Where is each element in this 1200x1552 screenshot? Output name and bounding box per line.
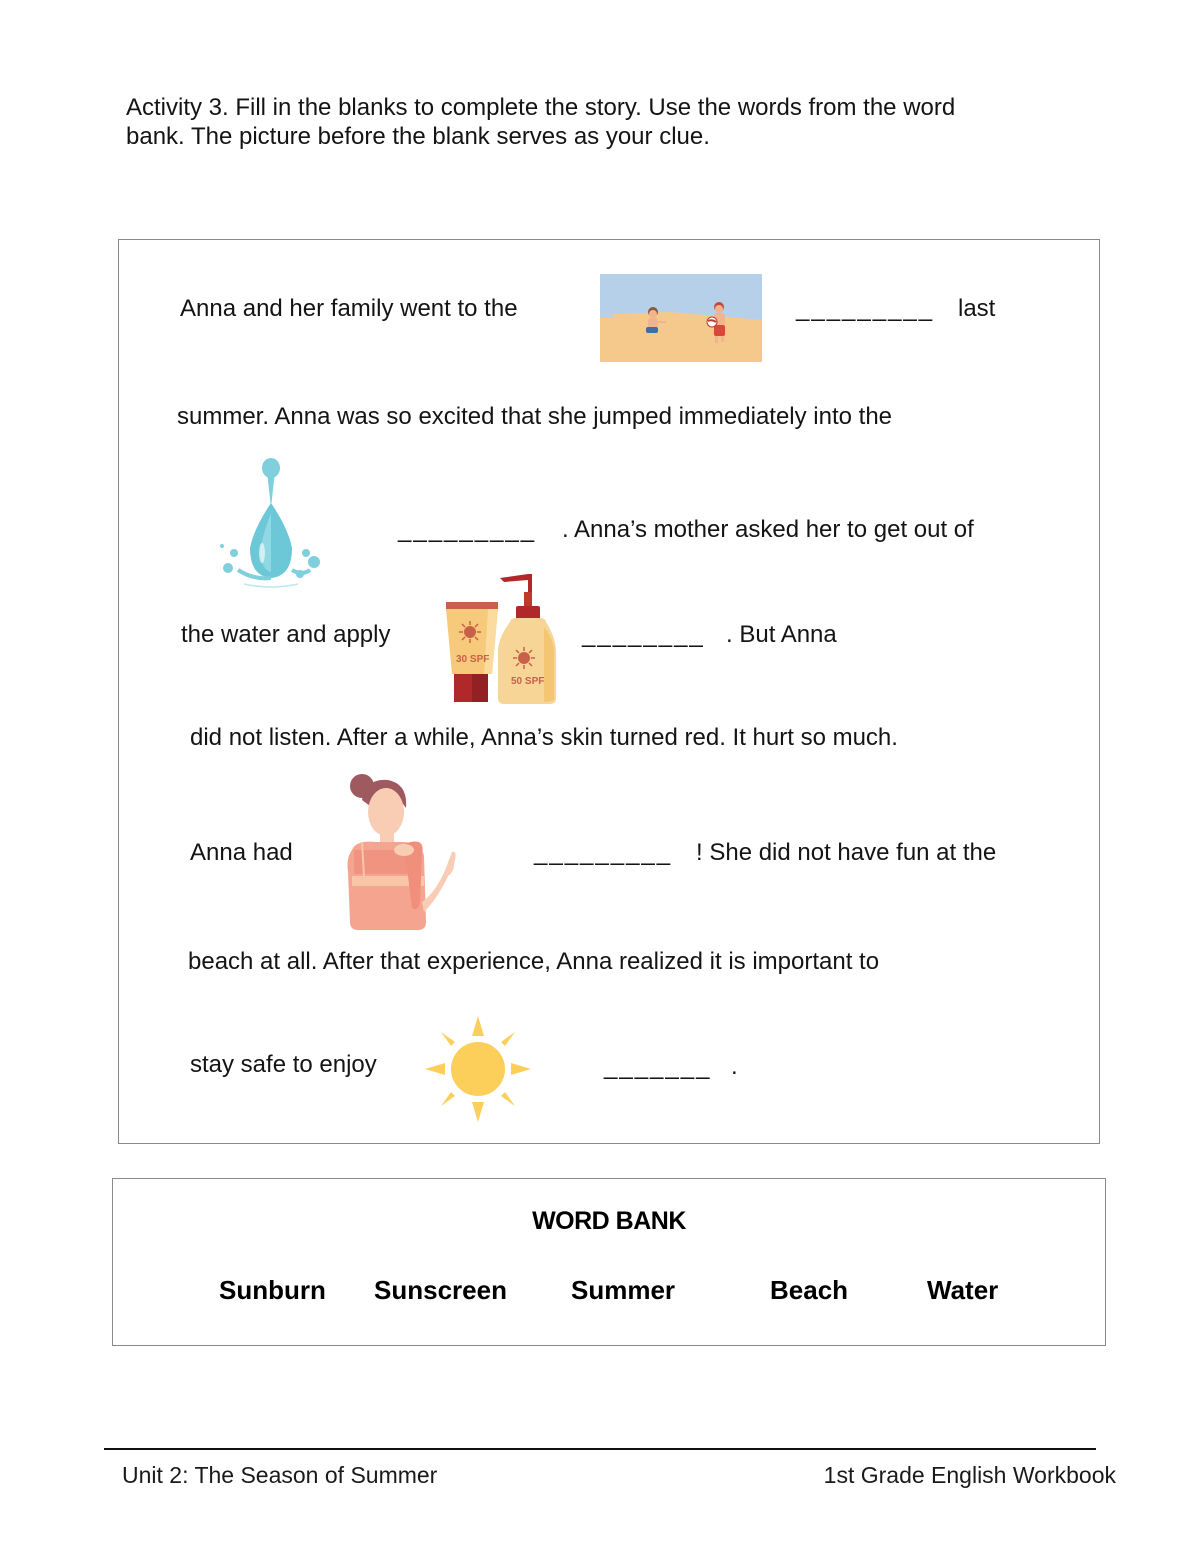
- word-bank-word-summer: Summer: [571, 1275, 676, 1305]
- water-drop-icon: [214, 458, 322, 590]
- blank-2-water[interactable]: _________: [398, 516, 537, 543]
- footer-workbook-title: 1st Grade English Workbook: [823, 1462, 1116, 1488]
- story-line-1-after: last: [958, 295, 996, 322]
- sunscreen-bottles-icon: [444, 572, 558, 704]
- story-box: [118, 239, 1100, 1144]
- svg-text:50 SPF: 50 SPF: [511, 676, 545, 687]
- sunburned-girl-icon: [342, 772, 460, 930]
- svg-text:30 SPF: 30 SPF: [456, 654, 490, 665]
- activity-instructions: [126, 93, 1106, 151]
- blank-4-sunburn[interactable]: _________: [534, 839, 673, 866]
- story-line-8-after: .: [731, 1053, 738, 1080]
- footer-divider: [104, 1448, 1096, 1450]
- word-bank-word-sunscreen: Sunscreen: [374, 1275, 507, 1305]
- story-line-3-after: . Anna’s mother asked her to get out of: [562, 516, 974, 543]
- blank-1-beach[interactable]: _________: [796, 295, 935, 322]
- story-line-7: beach at all. After that experience, Anna realized it is important to: [188, 948, 880, 975]
- blank-5-summer[interactable]: _______: [604, 1053, 712, 1080]
- instructions-line-2: bank. The picture before the blank serves as your clue.: [126, 123, 710, 150]
- instructions-line-1: Activity 3. Fill in the blanks to complete the story. Use the words from the word: [126, 94, 956, 121]
- footer-unit-title: Unit 2: The Season of Summer: [122, 1462, 438, 1488]
- story-line-5: did not listen. After a while, Anna’s skin turned red. It hurt so much.: [190, 724, 898, 751]
- word-bank-word-beach: Beach: [770, 1275, 849, 1305]
- story-line-6-after: ! She did not have fun at the: [696, 839, 997, 866]
- blank-3-sunscreen[interactable]: ________: [582, 621, 705, 648]
- story-line-4-after: . But Anna: [726, 621, 837, 648]
- story-line-6-text: Anna had: [190, 839, 293, 866]
- story-line-8-text: stay safe to enjoy: [190, 1051, 377, 1078]
- story-line-1-text: Anna and her family went to the: [180, 295, 518, 322]
- sun-icon: [425, 1016, 531, 1122]
- word-bank-word-water: Water: [927, 1275, 999, 1305]
- word-bank-word-sunburn: Sunburn: [219, 1275, 326, 1305]
- story-line-2: summer. Anna was so excited that she jumped immediately into the: [177, 403, 893, 430]
- beach-icon: [600, 274, 762, 362]
- story-line-4-text: the water and apply: [181, 621, 391, 648]
- word-bank-box: [112, 1178, 1106, 1346]
- word-bank-title: WORD BANK: [532, 1207, 686, 1235]
